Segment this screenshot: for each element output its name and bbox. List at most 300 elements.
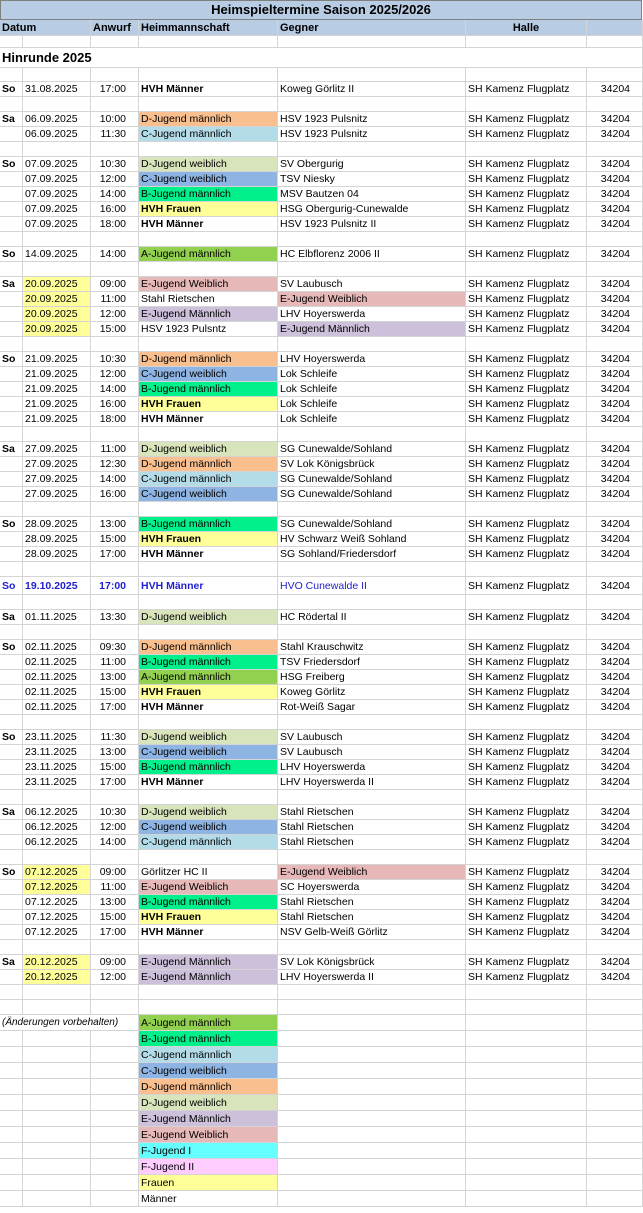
cell-date[interactable]: 07.12.2025	[23, 925, 91, 940]
cell-away[interactable]: E-Jugend Männlich	[278, 322, 466, 337]
cell-code[interactable]: 34204	[587, 910, 643, 925]
cell-hall[interactable]: SH Kamenz Flugplatz	[466, 640, 587, 655]
cell-time[interactable]: 13:00	[91, 517, 139, 532]
cell-date[interactable]: 07.12.2025	[23, 910, 91, 925]
cell-home[interactable]: HVH Frauen	[139, 397, 278, 412]
cell-time[interactable]: 18:00	[91, 412, 139, 427]
cell-away[interactable]: SG Cunewalde/Sohland	[278, 487, 466, 502]
cell-home[interactable]: HVH Frauen	[139, 202, 278, 217]
cell-hall[interactable]: SH Kamenz Flugplatz	[466, 670, 587, 685]
cell-home[interactable]: B-Jugend männlich	[139, 382, 278, 397]
cell-time[interactable]: 17:00	[91, 547, 139, 562]
cell-code[interactable]: 34204	[587, 352, 643, 367]
cell-day[interactable]	[0, 700, 23, 715]
cell-hall[interactable]: SH Kamenz Flugplatz	[466, 577, 587, 595]
cell-hall[interactable]: SH Kamenz Flugplatz	[466, 835, 587, 850]
cell-time[interactable]: 09:00	[91, 277, 139, 292]
cell-hall[interactable]: SH Kamenz Flugplatz	[466, 277, 587, 292]
cell-time[interactable]: 11:30	[91, 127, 139, 142]
cell-hall[interactable]: SH Kamenz Flugplatz	[466, 412, 587, 427]
cell-time[interactable]: 12:00	[91, 307, 139, 322]
cell-away[interactable]: Lok Schleife	[278, 382, 466, 397]
cell-code[interactable]: 34204	[587, 577, 643, 595]
cell-time[interactable]: 14:00	[91, 835, 139, 850]
cell-code[interactable]: 34204	[587, 745, 643, 760]
legend-item[interactable]: E-Jugend Männlich	[139, 1111, 278, 1127]
cell-code[interactable]: 34204	[587, 127, 643, 142]
cell-away[interactable]: HC Elbflorenz 2006 II	[278, 247, 466, 262]
cell-day[interactable]: So	[0, 865, 23, 880]
cell-away[interactable]: LHV Hoyerswerda	[278, 307, 466, 322]
legend-item[interactable]: D-Jugend männlich	[139, 1079, 278, 1095]
cell-day[interactable]	[0, 685, 23, 700]
cell-date[interactable]: 02.11.2025	[23, 685, 91, 700]
cell-date[interactable]: 20.12.2025	[23, 970, 91, 985]
cell-hall[interactable]: SH Kamenz Flugplatz	[466, 910, 587, 925]
cell-away[interactable]: Stahl Rietschen	[278, 910, 466, 925]
cell-time[interactable]: 09:30	[91, 640, 139, 655]
legend-item[interactable]: E-Jugend Weiblich	[139, 1127, 278, 1143]
cell-home[interactable]: D-Jugend männlich	[139, 352, 278, 367]
cell-day[interactable]: Sa	[0, 277, 23, 292]
cell-hall[interactable]: SH Kamenz Flugplatz	[466, 547, 587, 562]
cell-away[interactable]: MSV Bautzen 04	[278, 187, 466, 202]
cell-date[interactable]: 06.12.2025	[23, 835, 91, 850]
cell-day[interactable]: Sa	[0, 955, 23, 970]
cell-day[interactable]	[0, 397, 23, 412]
cell-day[interactable]	[0, 172, 23, 187]
cell-hall[interactable]: SH Kamenz Flugplatz	[466, 955, 587, 970]
cell-date[interactable]: 07.09.2025	[23, 172, 91, 187]
cell-hall[interactable]: SH Kamenz Flugplatz	[466, 532, 587, 547]
cell-hall[interactable]: SH Kamenz Flugplatz	[466, 865, 587, 880]
cell-date[interactable]: 23.11.2025	[23, 775, 91, 790]
cell-date[interactable]: 07.09.2025	[23, 187, 91, 202]
cell-date[interactable]: 27.09.2025	[23, 457, 91, 472]
cell-code[interactable]: 34204	[587, 547, 643, 562]
cell-time[interactable]: 12:00	[91, 367, 139, 382]
cell-home[interactable]: HVH Frauen	[139, 910, 278, 925]
cell-date[interactable]: 02.11.2025	[23, 700, 91, 715]
cell-home[interactable]: D-Jugend männlich	[139, 457, 278, 472]
cell-time[interactable]: 14:00	[91, 187, 139, 202]
cell-hall[interactable]: SH Kamenz Flugplatz	[466, 292, 587, 307]
cell-time[interactable]: 13:00	[91, 895, 139, 910]
cell-day[interactable]	[0, 322, 23, 337]
cell-code[interactable]: 34204	[587, 412, 643, 427]
cell-home[interactable]: D-Jugend weiblich	[139, 157, 278, 172]
legend-item[interactable]: D-Jugend weiblich	[139, 1095, 278, 1111]
cell-away[interactable]: Lok Schleife	[278, 397, 466, 412]
cell-code[interactable]: 34204	[587, 532, 643, 547]
cell-hall[interactable]: SH Kamenz Flugplatz	[466, 820, 587, 835]
legend-item[interactable]: Männer	[139, 1191, 278, 1207]
cell-time[interactable]: 15:00	[91, 322, 139, 337]
cell-away[interactable]: Stahl Rietschen	[278, 835, 466, 850]
cell-code[interactable]: 34204	[587, 835, 643, 850]
legend-item[interactable]: C-Jugend weiblich	[139, 1063, 278, 1079]
cell-code[interactable]: 34204	[587, 925, 643, 940]
cell-day[interactable]	[0, 760, 23, 775]
cell-day[interactable]	[0, 532, 23, 547]
cell-hall[interactable]: SH Kamenz Flugplatz	[466, 112, 587, 127]
cell-away[interactable]: SG Cunewalde/Sohland	[278, 472, 466, 487]
cell-home[interactable]: Görlitzer HC II	[139, 865, 278, 880]
cell-home[interactable]: E-Jugend Männlich	[139, 307, 278, 322]
cell-hall[interactable]: SH Kamenz Flugplatz	[466, 247, 587, 262]
cell-away[interactable]: Koweg Görlitz	[278, 685, 466, 700]
cell-code[interactable]: 34204	[587, 382, 643, 397]
cell-code[interactable]: 34204	[587, 172, 643, 187]
cell-home[interactable]: A-Jugend männlich	[139, 247, 278, 262]
cell-hall[interactable]: SH Kamenz Flugplatz	[466, 82, 587, 97]
cell-hall[interactable]: SH Kamenz Flugplatz	[466, 925, 587, 940]
cell-home[interactable]: D-Jugend weiblich	[139, 730, 278, 745]
cell-date[interactable]: 01.11.2025	[23, 610, 91, 625]
cell-day[interactable]	[0, 910, 23, 925]
cell-home[interactable]: HVH Männer	[139, 547, 278, 562]
cell-time[interactable]: 10:30	[91, 352, 139, 367]
cell-hall[interactable]: SH Kamenz Flugplatz	[466, 685, 587, 700]
cell-away[interactable]: TSV Niesky	[278, 172, 466, 187]
cell-home[interactable]: C-Jugend weiblich	[139, 820, 278, 835]
cell-home[interactable]: C-Jugend männlich	[139, 127, 278, 142]
cell-code[interactable]: 34204	[587, 487, 643, 502]
legend-item[interactable]: C-Jugend männlich	[139, 1047, 278, 1063]
cell-home[interactable]: HVH Männer	[139, 577, 278, 595]
cell-date[interactable]: 20.12.2025	[23, 955, 91, 970]
cell-code[interactable]: 34204	[587, 217, 643, 232]
cell-day[interactable]	[0, 307, 23, 322]
cell-code[interactable]: 34204	[587, 202, 643, 217]
cell-time[interactable]: 11:00	[91, 880, 139, 895]
cell-hall[interactable]: SH Kamenz Flugplatz	[466, 397, 587, 412]
cell-code[interactable]: 34204	[587, 895, 643, 910]
cell-home[interactable]: E-Jugend Weiblich	[139, 277, 278, 292]
cell-away[interactable]: HSV 1923 Pulsnitz	[278, 112, 466, 127]
cell-time[interactable]: 12:00	[91, 970, 139, 985]
cell-home[interactable]: B-Jugend männlich	[139, 895, 278, 910]
cell-home[interactable]: D-Jugend weiblich	[139, 442, 278, 457]
cell-away[interactable]: SV Laubusch	[278, 730, 466, 745]
cell-day[interactable]	[0, 745, 23, 760]
cell-code[interactable]: 34204	[587, 970, 643, 985]
cell-code[interactable]: 34204	[587, 247, 643, 262]
cell-away[interactable]: LHV Hoyerswerda	[278, 352, 466, 367]
cell-day[interactable]: So	[0, 157, 23, 172]
legend-item[interactable]: F-Jugend II	[139, 1159, 278, 1175]
cell-code[interactable]: 34204	[587, 112, 643, 127]
cell-time[interactable]: 11:00	[91, 655, 139, 670]
cell-date[interactable]: 20.09.2025	[23, 322, 91, 337]
cell-time[interactable]: 17:00	[91, 925, 139, 940]
cell-hall[interactable]: SH Kamenz Flugplatz	[466, 307, 587, 322]
cell-hall[interactable]: SH Kamenz Flugplatz	[466, 367, 587, 382]
cell-home[interactable]: D-Jugend weiblich	[139, 805, 278, 820]
cell-away[interactable]: HSV 1923 Pulsnitz	[278, 127, 466, 142]
cell-day[interactable]	[0, 547, 23, 562]
cell-away[interactable]: NSV Gelb-Weiß Görlitz	[278, 925, 466, 940]
cell-time[interactable]: 12:00	[91, 172, 139, 187]
cell-time[interactable]: 15:00	[91, 760, 139, 775]
cell-day[interactable]	[0, 970, 23, 985]
cell-code[interactable]: 34204	[587, 805, 643, 820]
cell-away[interactable]: HV Schwarz Weiß Sohland	[278, 532, 466, 547]
cell-time[interactable]: 10:30	[91, 805, 139, 820]
cell-away[interactable]: SV Lok Königsbrück	[278, 955, 466, 970]
cell-time[interactable]: 16:00	[91, 397, 139, 412]
cell-date[interactable]: 21.09.2025	[23, 367, 91, 382]
cell-day[interactable]: Sa	[0, 610, 23, 625]
cell-date[interactable]: 21.09.2025	[23, 397, 91, 412]
cell-day[interactable]: So	[0, 730, 23, 745]
cell-time[interactable]: 17:00	[91, 775, 139, 790]
cell-hall[interactable]: SH Kamenz Flugplatz	[466, 970, 587, 985]
cell-date[interactable]: 07.09.2025	[23, 157, 91, 172]
cell-time[interactable]: 11:00	[91, 292, 139, 307]
cell-date[interactable]: 14.09.2025	[23, 247, 91, 262]
cell-time[interactable]: 16:00	[91, 487, 139, 502]
cell-time[interactable]: 15:00	[91, 910, 139, 925]
cell-home[interactable]: Stahl Rietschen	[139, 292, 278, 307]
cell-time[interactable]: 16:00	[91, 202, 139, 217]
cell-away[interactable]: HSV 1923 Pulsnitz II	[278, 217, 466, 232]
cell-home[interactable]: HVH Männer	[139, 217, 278, 232]
cell-away[interactable]: SV Laubusch	[278, 745, 466, 760]
cell-day[interactable]	[0, 202, 23, 217]
cell-code[interactable]: 34204	[587, 187, 643, 202]
cell-date[interactable]: 23.11.2025	[23, 730, 91, 745]
cell-home[interactable]: D-Jugend weiblich	[139, 610, 278, 625]
cell-away[interactable]: Rot-Weiß Sagar	[278, 700, 466, 715]
cell-date[interactable]: 28.09.2025	[23, 547, 91, 562]
cell-code[interactable]: 34204	[587, 367, 643, 382]
cell-time[interactable]: 13:30	[91, 610, 139, 625]
cell-hall[interactable]: SH Kamenz Flugplatz	[466, 217, 587, 232]
cell-date[interactable]: 23.11.2025	[23, 760, 91, 775]
cell-time[interactable]: 17:00	[91, 82, 139, 97]
cell-date[interactable]: 27.09.2025	[23, 472, 91, 487]
cell-away[interactable]: SG Sohland/Friedersdorf	[278, 547, 466, 562]
cell-home[interactable]: D-Jugend männlich	[139, 112, 278, 127]
cell-date[interactable]: 02.11.2025	[23, 655, 91, 670]
cell-away[interactable]: HSG Obergurig-Cunewalde	[278, 202, 466, 217]
cell-time[interactable]: 10:30	[91, 157, 139, 172]
cell-time[interactable]: 11:00	[91, 442, 139, 457]
cell-day[interactable]	[0, 670, 23, 685]
cell-hall[interactable]: SH Kamenz Flugplatz	[466, 487, 587, 502]
cell-home[interactable]: C-Jugend weiblich	[139, 172, 278, 187]
cell-date[interactable]: 27.09.2025	[23, 442, 91, 457]
cell-home[interactable]: HVH Männer	[139, 412, 278, 427]
cell-hall[interactable]: SH Kamenz Flugplatz	[466, 382, 587, 397]
cell-time[interactable]: 14:00	[91, 472, 139, 487]
cell-away[interactable]: Koweg Görlitz II	[278, 82, 466, 97]
cell-time[interactable]: 11:30	[91, 730, 139, 745]
cell-hall[interactable]: SH Kamenz Flugplatz	[466, 457, 587, 472]
cell-date[interactable]: 02.11.2025	[23, 670, 91, 685]
cell-code[interactable]: 34204	[587, 955, 643, 970]
cell-date[interactable]: 06.12.2025	[23, 820, 91, 835]
cell-code[interactable]: 34204	[587, 775, 643, 790]
cell-code[interactable]: 34204	[587, 610, 643, 625]
cell-hall[interactable]: SH Kamenz Flugplatz	[466, 775, 587, 790]
cell-date[interactable]: 20.09.2025	[23, 277, 91, 292]
cell-away[interactable]: LHV Hoyerswerda II	[278, 775, 466, 790]
cell-code[interactable]: 34204	[587, 655, 643, 670]
cell-date[interactable]: 06.09.2025	[23, 112, 91, 127]
cell-away[interactable]: Stahl Rietschen	[278, 820, 466, 835]
cell-home[interactable]: B-Jugend männlich	[139, 760, 278, 775]
cell-hall[interactable]: SH Kamenz Flugplatz	[466, 700, 587, 715]
cell-away[interactable]: Lok Schleife	[278, 367, 466, 382]
cell-home[interactable]: B-Jugend männlich	[139, 517, 278, 532]
cell-date[interactable]: 27.09.2025	[23, 487, 91, 502]
cell-code[interactable]: 34204	[587, 307, 643, 322]
cell-day[interactable]	[0, 487, 23, 502]
cell-date[interactable]: 07.09.2025	[23, 202, 91, 217]
cell-hall[interactable]: SH Kamenz Flugplatz	[466, 157, 587, 172]
cell-time[interactable]: 12:00	[91, 820, 139, 835]
cell-code[interactable]: 34204	[587, 82, 643, 97]
cell-date[interactable]: 21.09.2025	[23, 412, 91, 427]
cell-day[interactable]	[0, 655, 23, 670]
cell-day[interactable]	[0, 775, 23, 790]
cell-day[interactable]	[0, 292, 23, 307]
cell-hall[interactable]: SH Kamenz Flugplatz	[466, 655, 587, 670]
cell-date[interactable]: 19.10.2025	[23, 577, 91, 595]
cell-code[interactable]: 34204	[587, 670, 643, 685]
cell-time[interactable]: 10:00	[91, 112, 139, 127]
cell-home[interactable]: HVH Frauen	[139, 532, 278, 547]
cell-time[interactable]: 14:00	[91, 382, 139, 397]
cell-time[interactable]: 14:00	[91, 247, 139, 262]
cell-home[interactable]: D-Jugend männlich	[139, 640, 278, 655]
cell-home[interactable]: C-Jugend weiblich	[139, 487, 278, 502]
cell-day[interactable]: So	[0, 352, 23, 367]
cell-hall[interactable]: SH Kamenz Flugplatz	[466, 187, 587, 202]
cell-away[interactable]: HSG Freiberg	[278, 670, 466, 685]
cell-hall[interactable]: SH Kamenz Flugplatz	[466, 127, 587, 142]
cell-day[interactable]: So	[0, 640, 23, 655]
cell-date[interactable]: 07.12.2025	[23, 895, 91, 910]
legend-item[interactable]: Frauen	[139, 1175, 278, 1191]
cell-away[interactable]: SG Cunewalde/Sohland	[278, 517, 466, 532]
cell-date[interactable]: 31.08.2025	[23, 82, 91, 97]
cell-code[interactable]: 34204	[587, 397, 643, 412]
cell-home[interactable]: B-Jugend männlich	[139, 187, 278, 202]
cell-day[interactable]	[0, 187, 23, 202]
cell-day[interactable]	[0, 127, 23, 142]
cell-hall[interactable]: SH Kamenz Flugplatz	[466, 202, 587, 217]
cell-code[interactable]: 34204	[587, 292, 643, 307]
cell-home[interactable]: E-Jugend Männlich	[139, 970, 278, 985]
cell-day[interactable]	[0, 472, 23, 487]
cell-home[interactable]: HVH Männer	[139, 925, 278, 940]
cell-hall[interactable]: SH Kamenz Flugplatz	[466, 880, 587, 895]
cell-hall[interactable]: SH Kamenz Flugplatz	[466, 730, 587, 745]
cell-code[interactable]: 34204	[587, 640, 643, 655]
cell-day[interactable]	[0, 217, 23, 232]
cell-away[interactable]: HVO Cunewalde II	[278, 577, 466, 595]
cell-away[interactable]: LHV Hoyerswerda II	[278, 970, 466, 985]
cell-hall[interactable]: SH Kamenz Flugplatz	[466, 745, 587, 760]
cell-code[interactable]: 34204	[587, 865, 643, 880]
cell-code[interactable]: 34204	[587, 472, 643, 487]
cell-date[interactable]: 07.12.2025	[23, 880, 91, 895]
cell-away[interactable]: Lok Schleife	[278, 412, 466, 427]
cell-code[interactable]: 34204	[587, 760, 643, 775]
cell-date[interactable]: 07.09.2025	[23, 217, 91, 232]
cell-time[interactable]: 13:00	[91, 670, 139, 685]
cell-code[interactable]: 34204	[587, 322, 643, 337]
cell-date[interactable]: 07.12.2025	[23, 865, 91, 880]
cell-code[interactable]: 34204	[587, 730, 643, 745]
cell-away[interactable]: Stahl Rietschen	[278, 895, 466, 910]
cell-day[interactable]	[0, 925, 23, 940]
cell-away[interactable]: TSV Friedersdorf	[278, 655, 466, 670]
cell-hall[interactable]: SH Kamenz Flugplatz	[466, 895, 587, 910]
cell-away[interactable]: LHV Hoyerswerda	[278, 760, 466, 775]
cell-day[interactable]: So	[0, 82, 23, 97]
cell-home[interactable]: E-Jugend Männlich	[139, 955, 278, 970]
cell-time[interactable]: 09:00	[91, 955, 139, 970]
cell-date[interactable]: 28.09.2025	[23, 532, 91, 547]
cell-time[interactable]: 15:00	[91, 685, 139, 700]
cell-time[interactable]: 13:00	[91, 745, 139, 760]
cell-time[interactable]: 12:30	[91, 457, 139, 472]
cell-day[interactable]	[0, 412, 23, 427]
cell-away[interactable]: SV Obergurig	[278, 157, 466, 172]
cell-date[interactable]: 21.09.2025	[23, 352, 91, 367]
cell-code[interactable]: 34204	[587, 517, 643, 532]
cell-time[interactable]: 17:00	[91, 700, 139, 715]
cell-hall[interactable]: SH Kamenz Flugplatz	[466, 442, 587, 457]
cell-home[interactable]: C-Jugend weiblich	[139, 745, 278, 760]
cell-hall[interactable]: SH Kamenz Flugplatz	[466, 610, 587, 625]
cell-date[interactable]: 06.09.2025	[23, 127, 91, 142]
cell-date[interactable]: 02.11.2025	[23, 640, 91, 655]
cell-away[interactable]: E-Jugend Weiblich	[278, 865, 466, 880]
cell-hall[interactable]: SH Kamenz Flugplatz	[466, 322, 587, 337]
cell-time[interactable]: 17:00	[91, 577, 139, 595]
cell-away[interactable]: SV Lok Königsbrück	[278, 457, 466, 472]
cell-day[interactable]: So	[0, 577, 23, 595]
cell-home[interactable]: C-Jugend weiblich	[139, 367, 278, 382]
cell-away[interactable]: HC Rödertal II	[278, 610, 466, 625]
cell-hall[interactable]: SH Kamenz Flugplatz	[466, 172, 587, 187]
cell-home[interactable]: C-Jugend männlich	[139, 835, 278, 850]
cell-away[interactable]: Stahl Rietschen	[278, 805, 466, 820]
cell-home[interactable]: HVH Männer	[139, 82, 278, 97]
cell-day[interactable]	[0, 367, 23, 382]
cell-home[interactable]: E-Jugend Weiblich	[139, 880, 278, 895]
cell-date[interactable]: 06.12.2025	[23, 805, 91, 820]
legend-item[interactable]: B-Jugend männlich	[139, 1031, 278, 1047]
cell-code[interactable]: 34204	[587, 277, 643, 292]
cell-code[interactable]: 34204	[587, 457, 643, 472]
cell-away[interactable]: SV Laubusch	[278, 277, 466, 292]
cell-time[interactable]: 15:00	[91, 532, 139, 547]
cell-day[interactable]	[0, 457, 23, 472]
cell-day[interactable]	[0, 880, 23, 895]
cell-time[interactable]: 18:00	[91, 217, 139, 232]
cell-date[interactable]: 20.09.2025	[23, 292, 91, 307]
cell-away[interactable]: SC Hoyerswerda	[278, 880, 466, 895]
cell-home[interactable]: HVH Männer	[139, 700, 278, 715]
cell-hall[interactable]: SH Kamenz Flugplatz	[466, 352, 587, 367]
cell-code[interactable]: 34204	[587, 157, 643, 172]
